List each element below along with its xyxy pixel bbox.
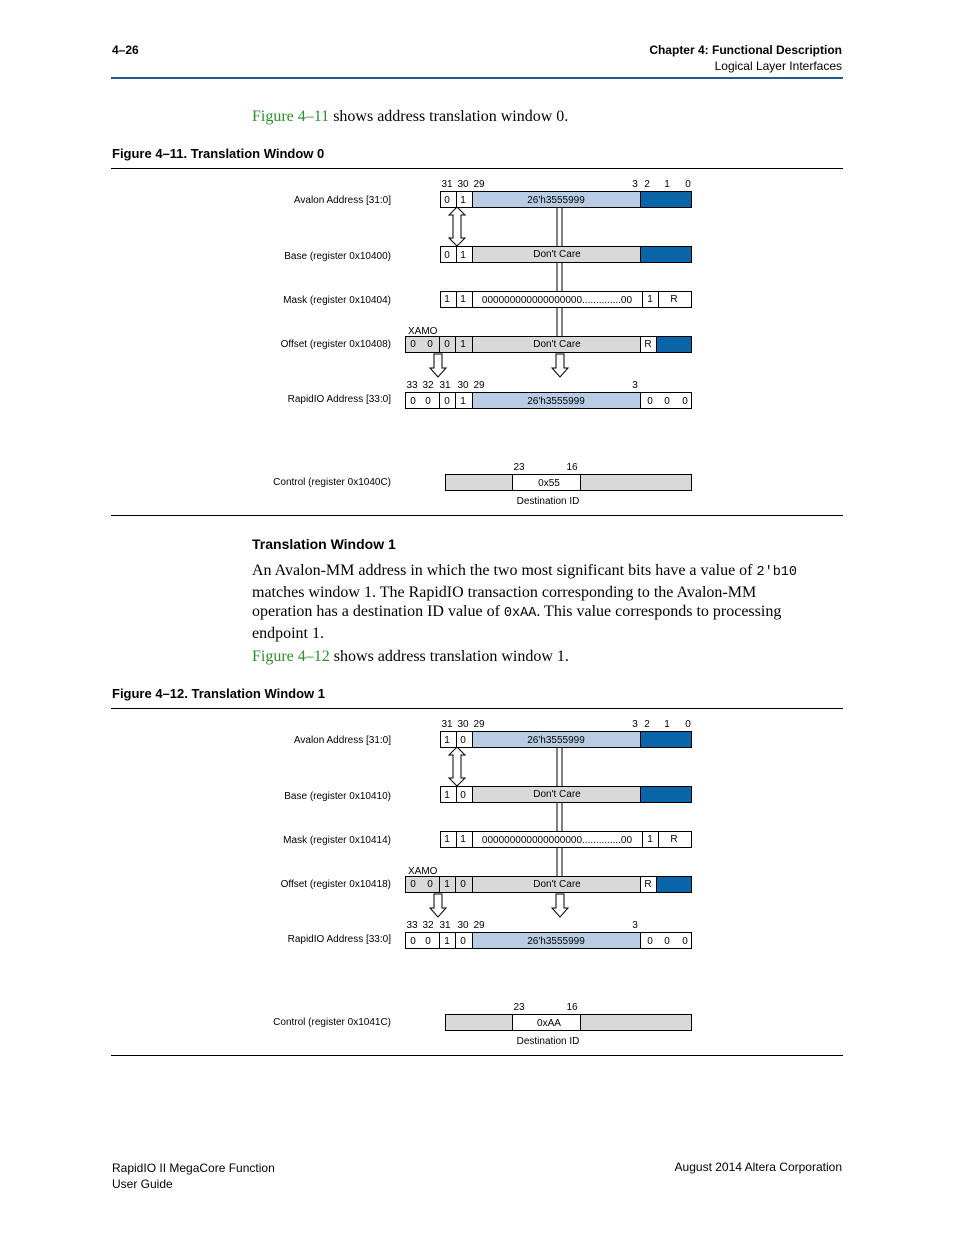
bit-number-label: 31 — [439, 380, 451, 391]
bit-number-label: 32 — [422, 920, 434, 931]
bit-value: 0 — [647, 936, 653, 947]
bit-value: 1 — [444, 294, 450, 305]
figure-4-11-link[interactable]: Figure 4–11 — [252, 108, 330, 125]
bit-number-label: 2 — [644, 719, 650, 730]
avalon-address-label: Avalon Address [31:0] — [293, 195, 391, 206]
bit-value: 1 — [460, 250, 466, 261]
connector-line — [557, 207, 562, 249]
bit-number-label: 33 — [406, 920, 418, 931]
destination-id-value: 0xAA — [537, 1018, 561, 1029]
avalon-address-label: Avalon Address [31:0] — [293, 735, 391, 746]
bit-number-label: 31 — [439, 920, 451, 931]
base-register-label: Base (register 0x10410) — [284, 791, 391, 802]
bit-number-label: 23 — [513, 1002, 525, 1013]
down-arrow-icon — [552, 894, 568, 917]
mask-register-label: Mask (register 0x10404) — [283, 295, 391, 306]
base-register-label: Base (register 0x10400) — [284, 251, 391, 262]
figure-top-rule — [111, 708, 843, 709]
figure-intro-0: Figure 4–11 shows address translation window 0. — [252, 108, 569, 125]
bit-number-label: 29 — [473, 179, 485, 190]
dont-care-value: Don't Care — [533, 879, 581, 890]
bit-value: 1 — [460, 396, 466, 407]
dont-care-value: Don't Care — [533, 339, 581, 350]
bit-number-label: 3 — [632, 179, 638, 190]
down-arrow-icon — [430, 354, 446, 377]
page-number: 4–26 — [112, 43, 139, 57]
destination-id-value: 0x55 — [538, 478, 560, 489]
header-rule — [111, 77, 843, 79]
down-arrow-icon — [552, 354, 568, 377]
bit-number-label: 29 — [473, 920, 485, 931]
bit-number-label: 3 — [632, 719, 638, 730]
bit-number-label: 29 — [473, 719, 485, 730]
bit-number-label: 1 — [664, 179, 670, 190]
figure-caption-0: Figure 4–11. Translation Window 0 — [112, 146, 325, 161]
figure-bottom-rule — [111, 515, 843, 516]
address-value: 26'h3555999 — [527, 396, 585, 407]
bit-value: 0 — [410, 396, 416, 407]
bit-value: 1 — [647, 294, 653, 305]
connector-line — [557, 307, 562, 337]
offset-register-label: Offset (register 0x10418) — [280, 879, 391, 890]
bit-number-label: 16 — [566, 1002, 578, 1013]
dont-care-value: Don't Care — [533, 249, 581, 260]
low-bits-field — [641, 732, 692, 748]
bit-value: 0 — [460, 936, 466, 947]
bit-number-label: 32 — [422, 380, 434, 391]
control-field — [446, 1015, 513, 1031]
bit-value: 1 — [460, 195, 466, 206]
figure-caption-1: Figure 4–12. Translation Window 1 — [112, 686, 325, 701]
mask-register-label: Mask (register 0x10414) — [283, 835, 391, 846]
reserved-value: R — [670, 834, 678, 845]
bit-number-label: 16 — [566, 462, 578, 473]
rapidio-address-label: RapidIO Address [33:0] — [287, 934, 391, 945]
bit-value: 0 — [682, 396, 688, 407]
footer-left — [112, 1160, 275, 1192]
bit-number-label: 30 — [457, 179, 469, 190]
bit-value: 0 — [444, 339, 450, 350]
bit-number-label: 23 — [513, 462, 525, 473]
bit-number-label: 3 — [632, 920, 638, 931]
bit-value: 0 — [647, 396, 653, 407]
bit-number-label: 30 — [457, 380, 469, 391]
low-bits-field — [641, 787, 692, 803]
control-field — [446, 475, 513, 491]
bit-value: 0 — [682, 936, 688, 947]
reserved-value: R — [670, 294, 678, 305]
figure-bottom-rule — [111, 1055, 843, 1056]
double-arrow-icon — [449, 747, 465, 786]
figure-4-12-link[interactable]: Figure 4–12 — [252, 648, 330, 665]
bit-value: 1 — [444, 834, 450, 845]
bit-value: 1 — [444, 790, 450, 801]
bit-value: 0 — [410, 339, 416, 350]
bit-value: 1 — [460, 294, 466, 305]
bit-number-label: 30 — [457, 719, 469, 730]
destination-id-label: Destination ID — [516, 496, 580, 507]
translation-window-1-heading: Translation Window 1 — [252, 536, 396, 552]
section-title: Logical Layer Interfaces — [714, 59, 842, 73]
address-value: 26'h3555999 — [527, 195, 585, 206]
chapter-title: Chapter 4: Functional Description — [649, 43, 842, 57]
destination-id-label: Destination ID — [516, 1036, 580, 1047]
address-value: 26'h3555999 — [527, 735, 585, 746]
bit-value: 0 — [460, 879, 466, 890]
mask-value: 000000000000000000..............00 — [481, 295, 633, 306]
control-field — [581, 475, 692, 491]
bit-value: 1 — [460, 339, 466, 350]
bit-value: 0 — [425, 396, 431, 407]
bit-number-label: 1 — [664, 719, 670, 730]
bit-number-label: 0 — [685, 179, 691, 190]
reserved-value: R — [644, 879, 652, 890]
low-bits-field — [641, 192, 692, 208]
low-bits-field — [657, 877, 692, 893]
translation-window-1-paragraph: An Avalon-MM address in which the two most significant bits have a value of 2'b10 matches window 1. The RapidIO transaction corresponding to the Avalon-MM operation has a destination ID value of 0xAA. This value corresponds to processing endpoint 1. — [252, 562, 798, 642]
bit-value: 0 — [427, 879, 433, 890]
connector-line — [557, 803, 562, 833]
double-arrow-icon — [449, 207, 465, 246]
dont-care-value: Don't Care — [533, 789, 581, 800]
bit-number-label: 2 — [644, 179, 650, 190]
bit-value: 1 — [647, 834, 653, 845]
control-register-label: Control (register 0x1040C) — [273, 477, 391, 488]
bit-value: 0 — [427, 339, 433, 350]
xamo-label: XAMO — [408, 866, 438, 877]
bit-number-label: 29 — [473, 380, 485, 391]
bit-number-label: 3 — [632, 380, 638, 391]
connector-line — [557, 747, 562, 789]
reserved-value: R — [644, 339, 652, 350]
low-bits-field — [657, 337, 692, 353]
footer-date-corp: August 2014 Altera Corporation — [674, 1160, 842, 1174]
bit-number-label: 33 — [406, 380, 418, 391]
bit-value: 0 — [444, 195, 450, 206]
footer-doc: User Guide — [112, 1177, 173, 1191]
control-field — [581, 1015, 692, 1031]
connector-line — [557, 263, 562, 293]
xamo-label: XAMO — [408, 326, 438, 337]
bit-number-label: 30 — [457, 920, 469, 931]
bit-value: 0 — [460, 735, 466, 746]
figure-top-rule — [111, 168, 843, 169]
bit-number-label: 31 — [441, 719, 453, 730]
low-bits-field — [641, 247, 692, 263]
bit-value: 0 — [410, 879, 416, 890]
figure-intro-1: Figure 4–12 shows address translation window 1. — [252, 648, 569, 665]
connector-line — [557, 847, 562, 877]
rapidio-address-label: RapidIO Address [33:0] — [287, 394, 391, 405]
address-value: 26'h3555999 — [527, 936, 585, 947]
bit-number-label: 31 — [441, 179, 453, 190]
control-register-label: Control (register 0x1041C) — [273, 1017, 391, 1028]
bit-value: 0 — [444, 250, 450, 261]
bit-value: 0 — [410, 936, 416, 947]
bit-value: 0 — [664, 396, 670, 407]
bit-value: 1 — [460, 834, 466, 845]
bit-value: 1 — [444, 936, 450, 947]
offset-register-label: Offset (register 0x10408) — [280, 339, 391, 350]
bit-value: 0 — [444, 396, 450, 407]
translation-window-0-diagram — [0, 170, 954, 515]
bit-value: 0 — [425, 936, 431, 947]
bit-number-label: 0 — [685, 719, 691, 730]
footer-product: RapidIO II MegaCore Function — [112, 1161, 275, 1175]
mask-value: 000000000000000000..............00 — [481, 835, 633, 846]
translation-window-1-diagram — [0, 710, 954, 1055]
bit-value: 0 — [460, 790, 466, 801]
bit-value: 1 — [444, 879, 450, 890]
bit-value: 0 — [664, 936, 670, 947]
bit-value: 1 — [444, 735, 450, 746]
down-arrow-icon — [430, 894, 446, 917]
